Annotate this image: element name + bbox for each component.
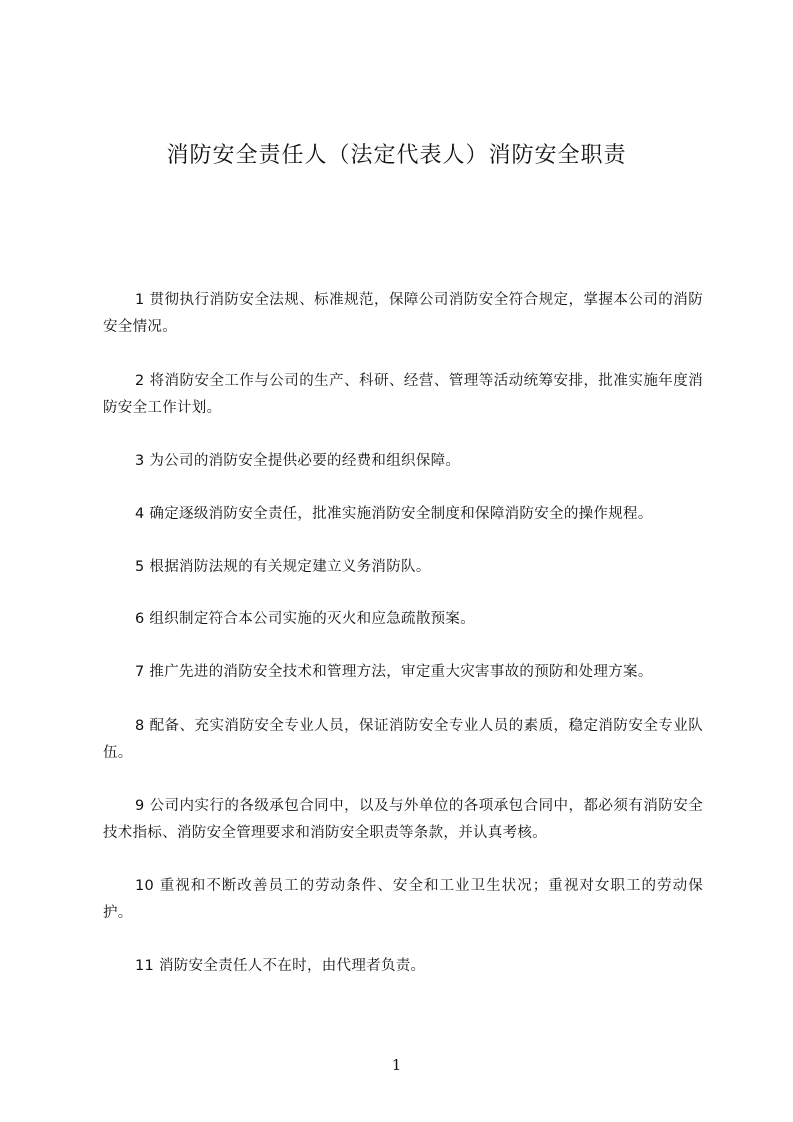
clause-3: 3 为公司的消防安全提供必要的经费和组织保障。 (135, 453, 461, 469)
clause-11: 11 消防安全责任人不在时，由代理者负责。 (135, 958, 426, 974)
clause-1: 1 贯彻执行消防安全法规、标准规范，保障公司消防安全符合规定，掌握本公司的消防安全情况。 (103, 292, 703, 335)
document-title: 消防安全责任人（法定代表人）消防安全职责 (166, 143, 627, 168)
clause-6: 6 组织制定符合本公司实施的灭火和应急疏散预案。 (135, 611, 476, 627)
clause-10: 10 重视和不断改善员工的劳动条件、安全和工业卫生状况；重视对女职工的劳动保护。 (103, 878, 703, 921)
clause-9: 9 公司内实行的各级承包合同中，以及与外单位的各项承包合同中，都必须有消防安全技术指标、消防安全管理要求和消防安全职责等条款，并认真考核。 (103, 798, 703, 841)
clause-4: 4 确定逐级消防安全责任，批准实施消防安全制度和保障消防安全的操作规程。 (135, 506, 653, 522)
clause-8: 8 配备、充实消防安全专业人员，保证消防安全专业人员的素质，稳定消防安全专业队伍。 (103, 718, 703, 761)
clause-7: 7 推广先进的消防安全技术和管理方法，审定重大灾害事故的预防和处理方案。 (135, 664, 653, 680)
page-number: 1 (391, 1056, 402, 1074)
clause-5: 5 根据消防法规的有关规定建立义务消防队。 (135, 559, 431, 575)
clause-2: 2 将消防安全工作与公司的生产、科研、经营、管理等活动统筹安排，批准实施年度消防安全工作计划。 (103, 373, 703, 416)
